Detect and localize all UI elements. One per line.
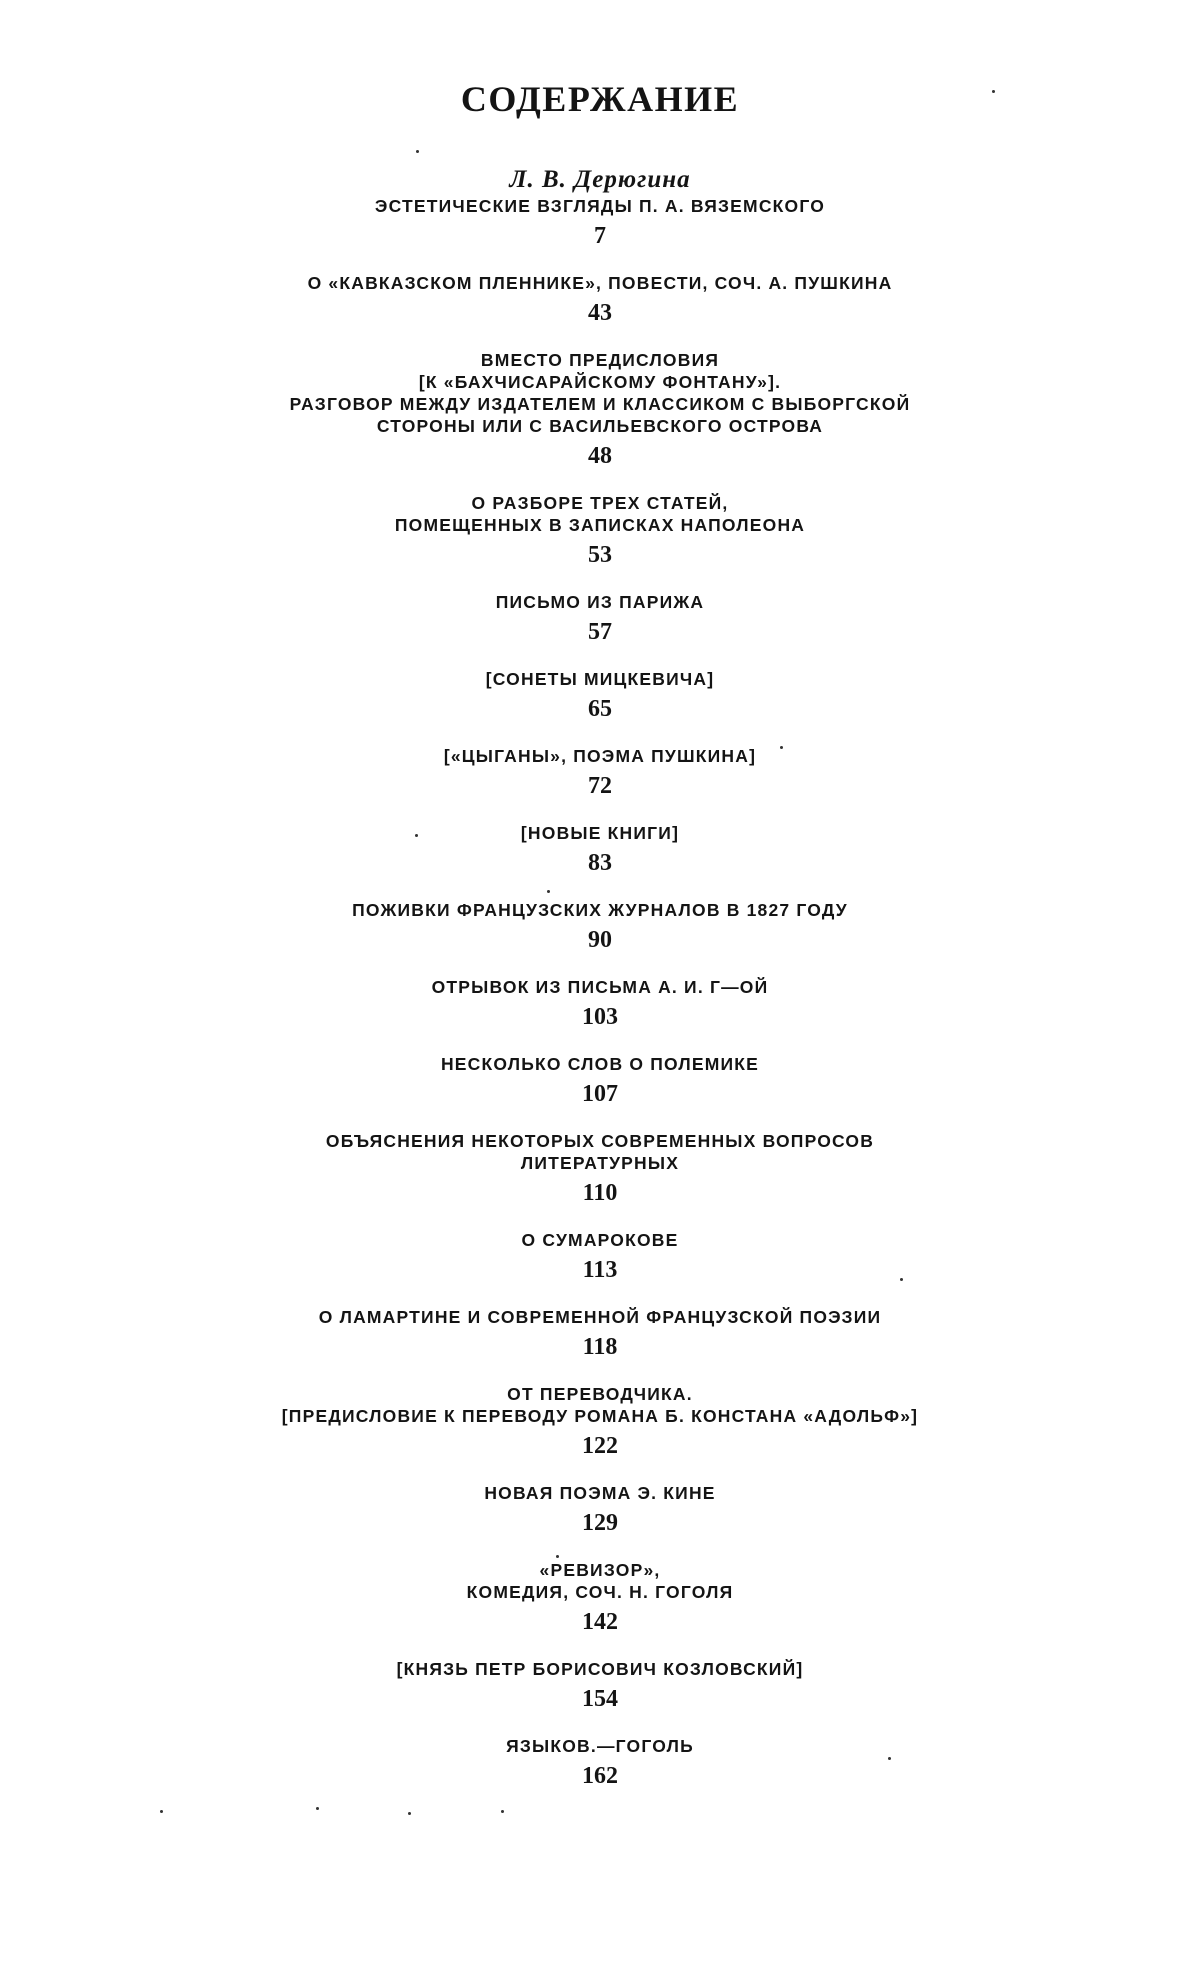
toc-entry-title: ПИСЬМО ИЗ ПАРИЖА bbox=[495, 592, 705, 612]
toc-entry-title: КОМЕДИЯ, СОЧ. Н. ГОГОЛЯ bbox=[466, 1582, 734, 1602]
toc-page-number: 142 bbox=[582, 1609, 618, 1635]
toc-page-number: 72 bbox=[588, 773, 612, 799]
scan-speck bbox=[415, 834, 418, 837]
toc-entry bbox=[160, 1306, 1040, 1363]
toc-page-number: 48 bbox=[588, 443, 612, 469]
toc-entry-title: НОВАЯ ПОЭМА Э. КИНЕ bbox=[484, 1483, 716, 1503]
toc-entry-title: О РАЗБОРЕ ТРЕХ СТАТЕЙ, bbox=[471, 493, 729, 513]
toc-entry-title: [НОВЫЕ КНИГИ] bbox=[520, 823, 680, 843]
scan-speck bbox=[992, 90, 995, 93]
scan-speck bbox=[408, 1812, 411, 1815]
toc-entry-title: ВМЕСТО ПРЕДИСЛОВИЯ bbox=[480, 350, 720, 370]
toc-entry-title: О «КАВКАЗСКОМ ПЛЕННИКЕ», ПОВЕСТИ, СОЧ. А. ПУШКИНА bbox=[307, 273, 893, 293]
toc-entry-title: ПОМЕЩЕННЫХ В ЗАПИСКАХ НАПОЛЕОНА bbox=[394, 515, 806, 535]
toc-entry bbox=[160, 591, 1040, 648]
toc-entry bbox=[160, 1053, 1040, 1110]
toc-page-number: 103 bbox=[582, 1004, 618, 1030]
toc-entry bbox=[160, 1383, 1040, 1462]
toc-entry-title: ОТРЫВОК ИЗ ПИСЬМА А. И. Г—ОЙ bbox=[431, 977, 769, 997]
toc-entry-title: [КНЯЗЬ ПЕТР БОРИСОВИЧ КОЗЛОВСКИЙ] bbox=[396, 1659, 804, 1679]
toc-entry-title: [«ЦЫГАНЫ», ПОЭМА ПУШКИНА] bbox=[443, 746, 757, 766]
toc-page-number: 118 bbox=[582, 1334, 618, 1360]
toc-page-number: 83 bbox=[588, 850, 612, 876]
scan-speck bbox=[501, 1810, 504, 1813]
scan-speck bbox=[900, 1278, 903, 1281]
scan-speck bbox=[416, 150, 419, 153]
toc-page-number: 113 bbox=[582, 1257, 618, 1283]
toc-entry-title: О СУМАРОКОВЕ bbox=[521, 1230, 679, 1250]
toc-page-number: 57 bbox=[588, 619, 612, 645]
scan-speck bbox=[547, 890, 550, 893]
table-of-contents bbox=[160, 165, 1040, 1812]
toc-entry bbox=[160, 822, 1040, 879]
toc-entry-title: ПОЖИВКИ ФРАНЦУЗСКИХ ЖУРНАЛОВ В 1827 ГОДУ bbox=[352, 900, 848, 920]
toc-page-number: 107 bbox=[582, 1081, 618, 1107]
scan-speck bbox=[316, 1807, 319, 1810]
toc-entry-title: ОБЪЯСНЕНИЯ НЕКОТОРЫХ СОВРЕМЕННЫХ ВОПРОСОВ bbox=[325, 1131, 875, 1151]
toc-page-number: 110 bbox=[582, 1180, 618, 1206]
scan-speck bbox=[160, 1810, 163, 1813]
toc-entry bbox=[160, 1735, 1040, 1792]
toc-entries bbox=[160, 195, 1040, 1792]
toc-page-number: 53 bbox=[588, 542, 612, 568]
toc-page-number: 43 bbox=[588, 300, 612, 326]
toc-entry-title: РАЗГОВОР МЕЖДУ ИЗДАТЕЛЕМ И КЛАССИКОМ С ВЫБОРГСКОЙ bbox=[289, 394, 911, 414]
toc-entry-title: [К «БАХЧИСАРАЙСКОМУ ФОНТАНУ»]. bbox=[418, 372, 782, 392]
toc-entry bbox=[160, 1482, 1040, 1539]
toc-entry-title: [ПРЕДИСЛОВИЕ К ПЕРЕВОДУ РОМАНА Б. КОНСТАНА «АДОЛЬФ»] bbox=[281, 1406, 919, 1426]
toc-entry bbox=[160, 272, 1040, 329]
toc-entry bbox=[160, 1658, 1040, 1715]
toc-entry bbox=[160, 195, 1040, 252]
toc-entry bbox=[160, 745, 1040, 802]
scan-speck bbox=[556, 1555, 559, 1558]
scan-speck bbox=[780, 746, 783, 749]
scan-speck bbox=[888, 1757, 891, 1760]
toc-entry-title: «РЕВИЗОР», bbox=[539, 1560, 661, 1580]
toc-entry bbox=[160, 976, 1040, 1033]
toc-entry-title: ЭСТЕТИЧЕСКИЕ ВЗГЛЯДЫ П. А. ВЯЗЕМСКОГО bbox=[374, 196, 826, 216]
toc-page-number: 154 bbox=[582, 1686, 618, 1712]
toc-entry-title: [СОНЕТЫ МИЦКЕВИЧА] bbox=[485, 669, 715, 689]
page-title: СОДЕРЖАНИЕ bbox=[460, 79, 740, 119]
toc-entry bbox=[160, 899, 1040, 956]
toc-page-number: 90 bbox=[588, 927, 612, 953]
toc-entry bbox=[160, 1229, 1040, 1286]
toc-entry bbox=[160, 1130, 1040, 1209]
toc-entry bbox=[160, 1559, 1040, 1638]
toc-page-number: 122 bbox=[582, 1433, 618, 1459]
toc-entry bbox=[160, 349, 1040, 472]
toc-page-number: 7 bbox=[594, 223, 606, 249]
toc-page-number: 162 bbox=[582, 1763, 618, 1789]
author-name: Л. В. Дерюгина bbox=[509, 166, 691, 193]
toc-entry-title: О ЛАМАРТИНЕ И СОВРЕМЕННОЙ ФРАНЦУЗСКОЙ ПОЭЗИИ bbox=[318, 1307, 882, 1327]
toc-entry-title: НЕСКОЛЬКО СЛОВ О ПОЛЕМИКЕ bbox=[440, 1054, 760, 1074]
toc-entry bbox=[160, 668, 1040, 725]
toc-page-number: 129 bbox=[582, 1510, 618, 1536]
toc-entry-title: СТОРОНЫ ИЛИ С ВАСИЛЬЕВСКОГО ОСТРОВА bbox=[376, 416, 824, 436]
toc-entry bbox=[160, 492, 1040, 571]
toc-entry-title: ЯЗЫКОВ.—ГОГОЛЬ bbox=[506, 1736, 694, 1756]
toc-entry-title: ЛИТЕРАТУРНЫХ bbox=[520, 1153, 680, 1173]
toc-entry-title: ОТ ПЕРЕВОДЧИКА. bbox=[507, 1384, 693, 1404]
toc-page-number: 65 bbox=[588, 696, 612, 722]
